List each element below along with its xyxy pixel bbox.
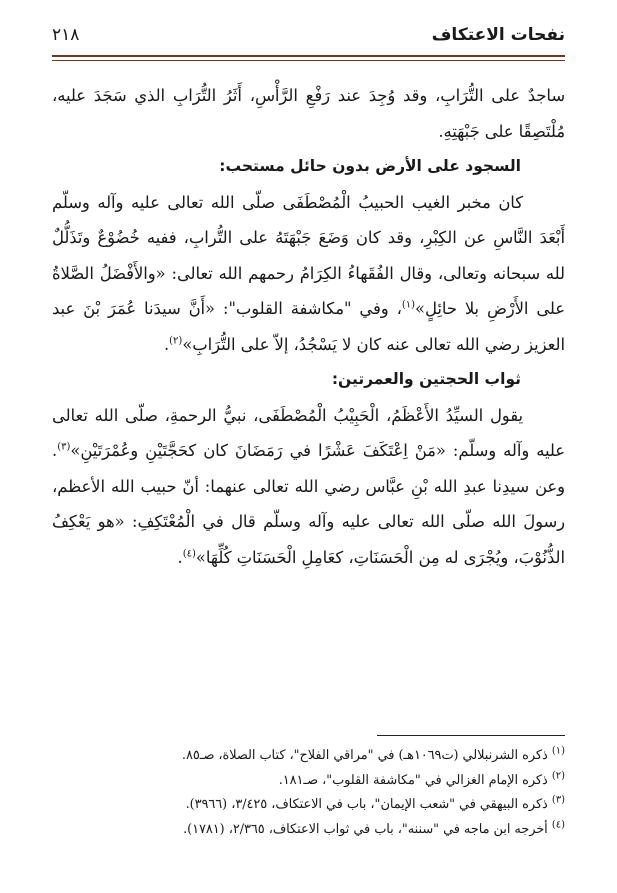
footnote-ref[interactable]: (١) (401, 299, 416, 311)
paragraph (52, 398, 565, 576)
paragraph-text: . وعن سيدِنا عبدِ الله بْنِ عبَّاس رضي الله تعالى عنهما: أنّ حبيب الله الأعظم، رسولَ الله صلّى الله تعالى عليه وآله وسلّم قال في الْمُعْتَكِفِ: «هو يَعْكِفُ الذُّنُوْبَ، ويُجْرَى له مِن الْحَسَنَاتِ، كعَامِلِ الْحَسَنَاتِ كُلِّهَا» (52, 441, 565, 567)
paragraph-text: يقول السيِّدُ الأَعْظَمُ، الْحَبِيْبُ الْمُصْطَفَى، نبيُّ الرحمةِ، صلّى الله تعالى عليه وآله وسلّم: «مَنْ اِعْتَكَفَ عَشْرًا في رَمَضَانَ كان كحَجَّتَيْنِ وعُمْرَتَيْنِ» (52, 405, 565, 460)
footnote-separator (377, 735, 565, 736)
footnote-mark: (٣) (551, 794, 565, 806)
footnote (52, 769, 565, 794)
footnote-ref[interactable]: (٣) (57, 441, 71, 453)
footnote-mark: (٤) (551, 819, 565, 831)
footnote-text: ذكره الإمام الغزالي في "مكاشفة القلوب"، صـ١٨١. (278, 772, 548, 788)
paragraph-text: . (177, 547, 183, 567)
footnote (52, 744, 565, 769)
footnotes (52, 744, 565, 842)
paragraph (52, 185, 565, 363)
section-heading: ثواب الحجتين والعمرتين: (331, 370, 521, 388)
main-text (52, 78, 565, 575)
footnote-text: ذكره الشرنبلالي (ت١٠٦٩هـ) في "مراقي الفلاح"، كتاب الصلاة، صـ٨٥. (181, 748, 548, 763)
footnote-ref[interactable]: (٢) (169, 335, 183, 347)
paragraph-text: ، وفي "مكاشفة القلوب": «أَنَّ سيدَنا عُمَرَ بْنَ عبد العزيز رضي الله تعالى عنه كان لا يَسْجُدُ، إلاّ على التُّرَابِ» (52, 299, 565, 354)
footnote-text: أخرجه ابن ماجه في "سننه"، باب في ثواب الاعتكاف، ٢/٣٦٥، (١٧٨١). (183, 821, 548, 837)
footnote-mark: (١) (551, 745, 565, 757)
page-number: ٢١٨ (52, 25, 80, 45)
section-heading: السجود على الأرض بدون حائل مستحب: (219, 157, 521, 175)
footnote-text: ذكره البيهقي في "شعب الإيمان"، باب في الاعتكاف، ٣/٤٢٥، (٣٩٦٦). (185, 797, 548, 812)
header-rule-thick (52, 55, 565, 57)
header-rule-thin (52, 60, 565, 61)
footnote (52, 793, 565, 818)
footnote (52, 818, 565, 843)
running-header (52, 18, 565, 52)
paragraph-text: . (163, 334, 170, 354)
footnote-mark: (٢) (551, 770, 565, 782)
footnote-ref[interactable]: (٤) (182, 548, 196, 560)
paragraph: ساجدٌ على التُّرَابِ، وقد وُجِدَ عند رَفْعِ الرَّأْسِ، أَثَرُ التُّرَابِ الذي سَجَدَ عليه، مُلْتَصِقًا على جَبْهَتِهِ. (52, 86, 565, 141)
header-title: نفحات الاعتكاف (431, 25, 565, 45)
paragraph-text: كان مخبر الغيب الحبيبُ الْمُصْطَفَى صلّى الله تعالى عليه وآله وسلّم أَبْعَدَ النَّاسِ عن الكِبْرِ، وقد كان وَضَعَ جَبْهَتَهُ على التُّرابِ، ففيه خُضُوْعٌ وتَذَلُّلٌ لله سبحانه وتعالى، وقال الفُقَهاءُ الكِرَامُ رحمهم الله تعالى: «والأَفْضَلُ الصَّلاةُ على الأَرْضِ بلا حائِلٍ» (52, 192, 565, 318)
